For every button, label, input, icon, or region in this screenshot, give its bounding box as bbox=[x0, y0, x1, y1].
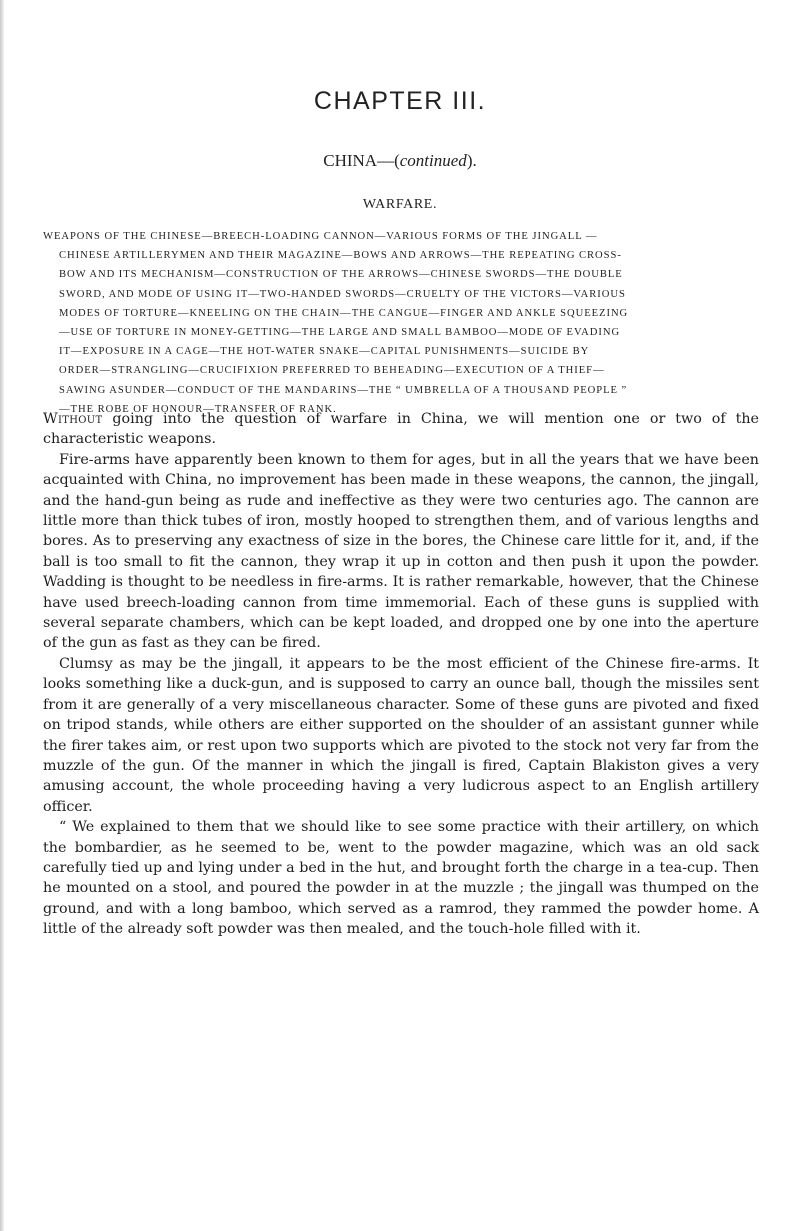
synopsis-line: MODES OF TORTURE—KNEELING ON THE CHAIN—THE CANGUE—FINGER AND ANKLE SQUEEZING bbox=[59, 307, 629, 319]
synopsis-line: SWORD, AND MODE OF USING IT—TWO-HANDED SWORDS—CRUELTY OF THE VICTORS—VARIOUS bbox=[59, 288, 626, 300]
chapter-title: CHAPTER III. bbox=[313, 87, 487, 115]
synopsis-line: IT—EXPOSURE IN A CAGE—THE HOT-WATER SNAKE—CAPITAL PUNISHMENTS—SUICIDE BY bbox=[59, 346, 590, 358]
paragraph-text: going into the question of warfare in China, we will mention one or two of the characteristic weapons. bbox=[43, 411, 759, 448]
paragraph: Clumsy as may be the jingall, it appears to be the most efficient of the Chinese fire-arms. It looks something like a duck-gun, and is supposed to carry an ounce ball, though the missiles sent from it are generally of a very miscellaneous character. Some of these guns are pivoted and fixed on tripod stands, while others are either supported on the shoulder of an assistant gunner while the firer takes aim, or rest upon two supports which are pivoted to the stock not very far from the muzzle of the gun. Of the manner in which the jingall is fired, Captain Blakiston gives a very amusing account, the whole proceeding having a very ludicrous aspect to an English artillery officer. bbox=[43, 655, 759, 815]
paragraph: “ We explained to them that we should like to see some practice with their artillery, on which the bombardier, as he seemed to be, went to the powder magazine, which was an old sack carefully tied up and lying under a bed in the hut, and brought forth the charge in a tea-cup. Then he mounted on a stool, and poured the powder in at the muzzle ; the jingall was thumped on the ground, and with a long bamboo, which served as a ramrod, they rammed the powder home. A little of the already soft powder was then mealed, and the touch-hole filled with it. bbox=[43, 819, 759, 938]
synopsis-line: ORDER—STRANGLING—CRUCIFIXION PREFERRED TO BEHEADING—EXECUTION OF A THIEF— bbox=[59, 365, 605, 377]
paragraph bbox=[43, 409, 759, 450]
subtitle-dash: —( bbox=[377, 151, 400, 170]
paragraph: Fire-arms have apparently been known to them for ages, but in all the years that we have been acquainted with China, no improvement has been made in these weapons, the cannon, the jingall, and the hand-gun being as rude and ineffective as they were two centuries ago. The cannon are little more than thick tubes of iron, mostly hooped to strengthen them, and of various lengths and bores. As to preserving any exactness of size in the bores, the Chinese care little for it, and, if the ball is too small to fit the cannon, they wrap it up in cotton and then push it upon the powder. Wadding is thought to be needless in fire-arms. It is rather remarkable, however, that the Chinese have used breech-loading cannon from time immemorial. Each of these guns is supplied with several separate chambers, which can be kept loaded, and dropped one by one into the aperture of the gun as fast as they can be fired. bbox=[43, 451, 759, 652]
section-heading: WARFARE. bbox=[362, 197, 438, 212]
subtitle-country: CHINA bbox=[323, 151, 378, 170]
synopsis-line: BOW AND ITS MECHANISM—CONSTRUCTION OF THE ARROWS—CHINESE SWORDS—THE DOUBLE bbox=[59, 269, 623, 281]
synopsis-line: —USE OF TORTURE IN MONEY-GETTING—THE LARGE AND SMALL BAMBOO—MODE OF EVADING bbox=[59, 327, 621, 339]
opening-word: Without bbox=[43, 411, 103, 427]
synopsis-line: SAWING ASUNDER—CONDUCT OF THE MANDARINS—THE “ UMBRELLA OF A THOUSAND PEOPLE ” bbox=[59, 384, 628, 396]
synopsis-line: WEAPONS OF THE CHINESE—BREECH-LOADING CANNON—VARIOUS FORMS OF THE JINGALL — bbox=[43, 231, 598, 242]
chapter-synopsis bbox=[43, 227, 759, 419]
chapter-subtitle bbox=[0, 151, 800, 171]
chapter-body bbox=[43, 409, 759, 940]
synopsis-line: —THE ROBE OF HONOUR—TRANSFER OF RANK. bbox=[59, 403, 337, 415]
synopsis-line: CHINESE ARTILLERYMEN AND THEIR MAGAZINE—BOWS AND ARROWS—THE REPEATING CROSS- bbox=[59, 250, 622, 262]
subtitle-continued: continued bbox=[399, 151, 467, 170]
subtitle-close: ). bbox=[466, 151, 477, 170]
page-binding-edge bbox=[0, 0, 4, 1231]
